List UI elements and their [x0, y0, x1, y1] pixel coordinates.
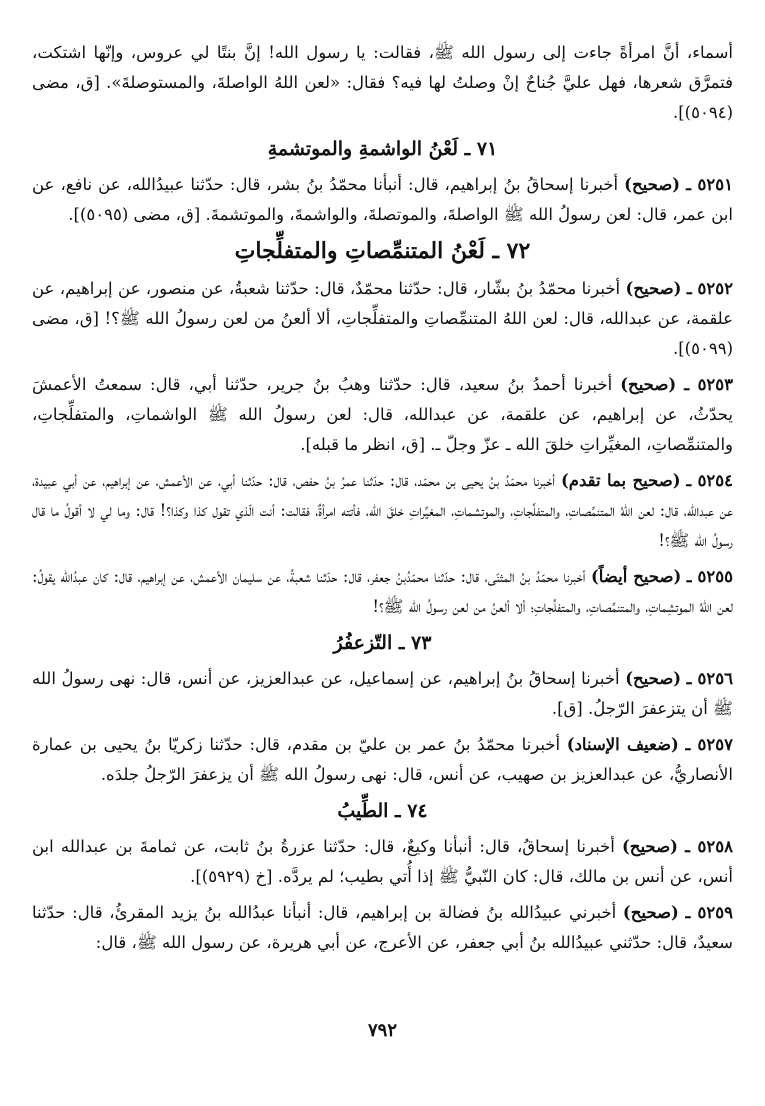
intro-paragraph: أسماء، أنَّ امرأةً جاءت إلى رسول الله ﷺ، فقالت: يا رسول الله! إنَّ بنتًا لي عروس، وإنّها اشتكت، فتمرَّق شعرها، فهل عليَّ جُناحٌ إنْ وصلتُ لها فيه؟ فقال: «لعن اللهُ الواصلةَ، والمستوصلةَ». [ق، مضى (٥٠٩٤)]. [32, 43, 733, 122]
hadith-number: ٥٢٥٧ ـ [685, 735, 733, 754]
hadith-5254 [32, 466, 733, 556]
hadith-grade: (صحيح) [622, 903, 679, 922]
hadith-text: أخبرنا محمّدُ بنُ عمر بن عليّ بن مقدم، قال: حدّثنا زكريّا بنُ يحيى بن عمارة الأنصاريُّ، عن عبدالعزيز بن صهيب، عن أنس، قال: نهى رسولُ الله ﷺ أن يزعفرَ الرّجلُ جلدَه. [32, 735, 733, 784]
hadith-number: ٥٢٥٤ ـ [686, 471, 734, 490]
hadith-number: ٥٢٥٦ ـ [686, 669, 733, 688]
section-heading-74: ٧٤ ـ الطِّيبُ [337, 800, 428, 822]
hadith-5259 [32, 898, 733, 958]
hadith-number: ٥٢٥٩ ـ [685, 903, 733, 922]
hadith-5253 [32, 370, 733, 460]
section-heading-73: ٧٣ ـ التّزعفُرُ [333, 632, 432, 654]
hadith-grade: (صحيح) [620, 375, 677, 394]
page-body [32, 38, 733, 958]
hadith-5258 [32, 832, 733, 892]
page-number: ٧٩٢ [367, 1020, 397, 1041]
hadith-grade: (صحيح) [622, 837, 678, 856]
hadith-number: ٥٢٥٣ ـ [684, 375, 734, 394]
hadith-5256 [32, 664, 733, 724]
hadith-5257 [32, 730, 733, 790]
hadith-number: ٥٢٥٢ ـ [686, 279, 733, 298]
section-heading-72: ٧٢ ـ لَعْنُ المتنمِّصاتِ والمتفلِّجاتِ [234, 238, 531, 264]
hadith-number: ٥٢٥٨ ـ [685, 837, 733, 856]
hadith-text: أخبرنا أحمدُ بنُ سعيد، قال: حدّثنا وهبُ بنُ جرير، حدّثنا أبي، قال: سمعتُ الأعمشَ يحدّثُ، عن إبراهيم، عن علقمة، عن عبدالله، قال: لعن رسولُ الله ﷺ الواشماتِ، والمتفلِّجاتِ، والمتنمِّصاتِ، المغيِّراتِ خلقَ الله ـ عزّ وجلّ ـ. [ق، انظر ما قبله]. [32, 375, 733, 454]
hadith-grade: (صحيح) [625, 279, 682, 298]
hadith-5255 [32, 562, 733, 622]
hadith-number: ٥٢٥١ ـ [686, 175, 733, 194]
hadith-text: أخبرني عبيدُالله بنُ فضالة بن إبراهيم، قال: أنبأنا عبدُالله بنُ يزيد المقرئُ، قال: حدّثنا سعيدٌ، قال: حدّثني عبيدُالله بنُ أبي جعفر، عن الأعرج، عن أبي هريرة، عن رسول الله ﷺ، قال: [32, 903, 733, 952]
hadith-grade: (صحيح أيضاً) [590, 567, 682, 586]
hadith-text: أخبرنا إسحاقُ بنُ إبراهيم، قال: أنبأنا محمّدُ بنُ بشر، قال: حدّثنا عبيدُالله، عن نافع، عن ابن عمر، قال: لعن رسولُ الله ﷺ الواصلةَ، والموتصلةَ، والواشمةَ، والموتشمةَ. [ق، مضى (٥٠٩٥)]. [32, 175, 733, 224]
hadith-grade: (ضعيف الإسناد) [566, 735, 679, 754]
hadith-text: أخبرنا محمّدُ بنُ المثنّى، قال: حدّثنا محمّدُبنُ جعفر، قال: حدّثنا شعبةُ، عن سليمان الأعمش، عن إبراهيم، قال: كان عبدُالله يقولُ: لعن اللهُ الموتشِماتِ، والمتنمِّصاتِ، والمتفلِّجاتِ؛ ألا ألعنُ من لعن رسولُ الله ﷺ؟! [32, 567, 733, 616]
hadith-text: أخبرنا إسحاقُ بنُ إبراهيم، عن إسماعيل، عن عبدالعزيز، عن أنس، قال: نهى رسولُ الله ﷺ أن يتزعفرَ الرّجلُ. [ق]. [32, 669, 733, 718]
hadith-5251 [32, 170, 733, 230]
hadith-grade: (صحيح) [624, 175, 681, 194]
section-heading-71: ٧١ ـ لَعْنُ الواشمةِ والموتشمةِ [267, 138, 498, 160]
hadith-text: أخبرنا محمّدُ بنُ يحيى بن محمّد، قال: حدّثنا عمرُ بنُ حفص، قال: حدّثنا أبي، عن الأعمش، عن إبراهيم، عن أبي عبيدة، عن عبدالله، قال: لعن اللهُ المتنمِّصاتِ، والمتفلِّجاتِ، والموتشماتِ، المغيِّراتِ خلقَ الله، فأتته امرأةٌ، فقالت: أنت الّذي تقول كذا وكذا؟! قال: وما لي لا أقولُ ما قال رسولُ الله ﷺ؟! [32, 471, 733, 550]
hadith-5252 [32, 274, 733, 364]
hadith-grade: (صحيح) [625, 669, 682, 688]
hadith-number: ٥٢٥٥ ـ [686, 567, 733, 586]
hadith-grade: (صحيح بما تقدم) [561, 471, 681, 490]
hadith-text: أخبرنا محمّدُ بنُ بشّار، قال: حدّثنا محمّدٌ، قال: حدّثنا شعبةُ، عن منصور، عن إبراهيم، عن علقمة، عن عبدالله، قال: لعن اللهُ المتنمِّصاتِ والمتفلِّجاتِ، ألا ألعنُ من لعن رسولُ الله ﷺ؟! [ق، مضى (٥٠٩٩)]. [32, 279, 733, 358]
hadith-text: أخبرنا إسحاقُ، قال: أنبأنا وكيعٌ، قال: حدّثنا عزرةُ بنُ ثابت، عن ثمامةَ بن عبدالله ابن أنس، عن أنس بن مالك، قال: كان النّبيُّ ﷺ إذا أُتي بطيب؛ لم يردَّه. [خ (٥٩٢٩)]. [32, 837, 733, 886]
